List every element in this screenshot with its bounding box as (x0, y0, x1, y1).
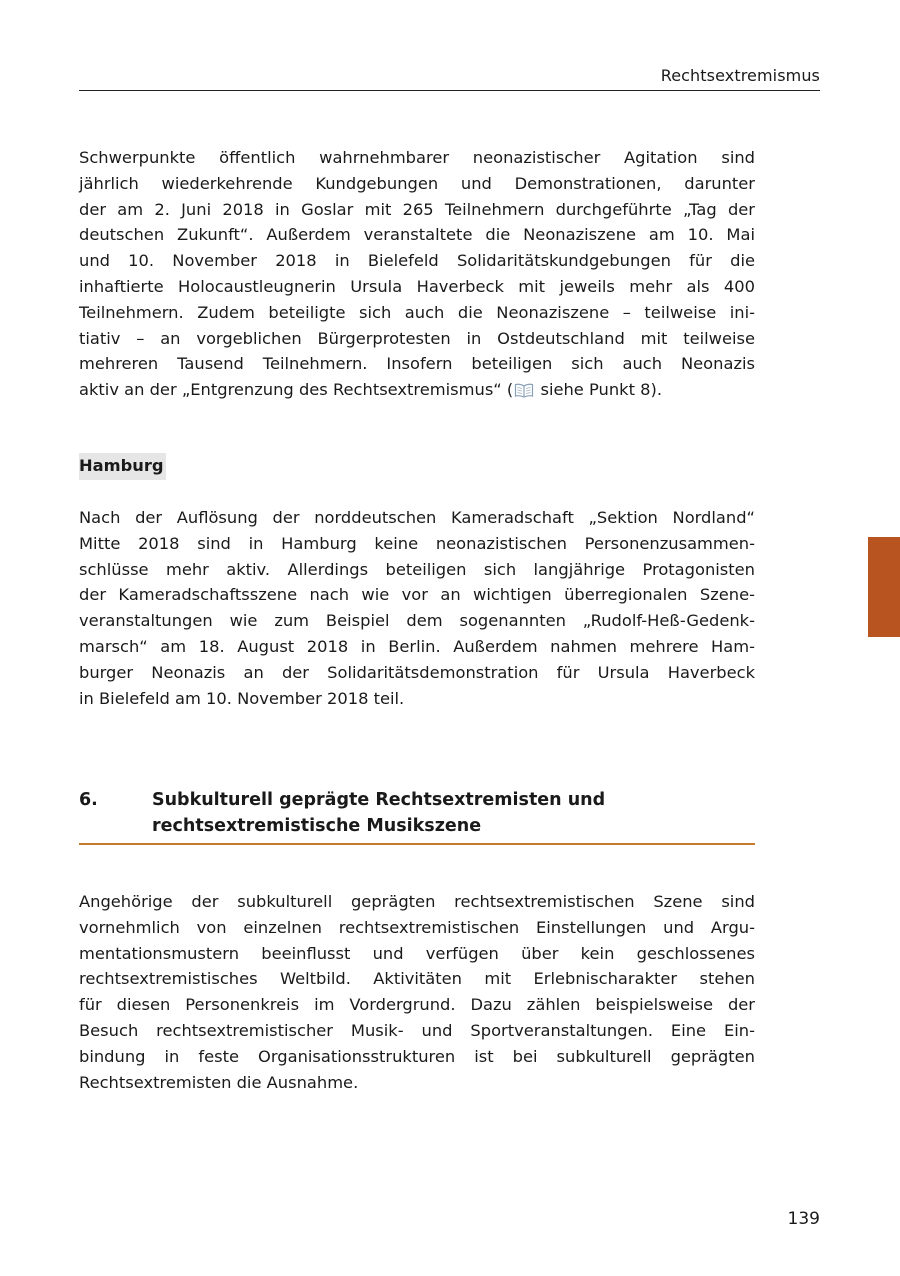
section-rule (79, 843, 755, 845)
hamburg-paragraph (79, 505, 755, 711)
text-line: burger Neonazis an der Solidaritätsdemonstration für Ursula Haverbeck (79, 662, 755, 682)
text-line: tiativ – an vorgeblichen Bürgerprotesten in Ostdeutschland mit teilweise (79, 328, 755, 348)
reference-text-after: siehe Punkt 8). (535, 380, 663, 400)
text-line: bindung in feste Organisationsstrukturen ist bei subkulturell geprägten (79, 1046, 755, 1066)
text-line: Nach der Auflösung der norddeutschen Kameradschaft „Sektion Nordland“ (79, 508, 755, 527)
text-line: Teilnehmern. Zudem beteiligte sich auch die Neonaziszene – teilweise ini- (79, 302, 755, 322)
section6-paragraph (79, 889, 755, 1095)
chapter-side-tab (868, 537, 900, 637)
text-line: und 10. November 2018 in Bielefeld Solidaritätskundgebungen für die (79, 251, 755, 271)
text-line: Angehörige der subkulturell geprägten rechtsextremistischen Szene sind (79, 892, 755, 911)
section-title-line: rechtsextremistische Musikszene (152, 816, 482, 836)
text-line: in Bielefeld am 10. November 2018 teil. (79, 688, 405, 708)
text-line: inhaftierte Holocaustleugnerin Ursula Haverbeck mit jeweils mehr als 400 (79, 276, 755, 296)
text-line: mehreren Tausend Teilnehmern. Insofern beteiligen sich auch Neonazis (79, 354, 755, 374)
text-line: der Kameradschaftsszene nach wie vor an wichtigen überregionalen Szene- (79, 585, 755, 605)
text-line: jährlich wiederkehrende Kundgebungen und Demonstrationen, darunter (79, 173, 755, 193)
text-line: vornehmlich von einzelnen rechtsextremistischen Einstellungen und Argu- (79, 917, 755, 937)
subheading-hamburg: Hamburg (79, 453, 166, 480)
text-line: Schwerpunkte öffentlich wahrnehmbarer neonazistischer Agitation sind (79, 148, 755, 167)
text-line: marsch“ am 18. August 2018 in Berlin. Außerdem nahmen mehrere Ham- (79, 636, 755, 656)
text-line: veranstaltungen wie zum Beispiel dem sogenannten „Rudolf-Heß-Gedenk- (79, 611, 755, 631)
text-line: deutschen Zukunft“. Außerdem veranstaltete die Neonaziszene am 10. Mai (79, 225, 755, 245)
text-line: für diesen Personenkreis im Vordergrund. Dazu zählen beispielsweise der (79, 995, 755, 1015)
page-number: 139 (787, 1209, 820, 1229)
text-line: mentationsmustern beeinflusst und verfügen über kein geschlossenes (79, 943, 755, 963)
text-line: Rechtsextremisten die Ausnahme. (79, 1072, 359, 1092)
text-line: rechtsextremistisches Weltbild. Aktivitäten mit Erlebnischarakter stehen (79, 969, 755, 989)
section-number: 6. (79, 790, 98, 810)
text-line-with-reference (79, 377, 755, 406)
text-line: der am 2. Juni 2018 in Goslar mit 265 Teilnehmern durchgeführte „Tag der (79, 199, 755, 219)
reference-text-before: aktiv an der „Entgrenzung des Rechtsextremismus“ ( (79, 380, 514, 400)
intro-paragraph (79, 145, 755, 406)
section-title-line: Subkulturell geprägte Rechtsextremisten und (152, 790, 606, 810)
text-line: Mitte 2018 sind in Hamburg keine neonazistischen Personenzusammen- (79, 533, 755, 553)
text-line: Besuch rechtsextremistischer Musik- und Sportveranstaltungen. Eine Ein- (79, 1020, 755, 1040)
header-rule (79, 90, 820, 91)
running-title: Rechtsextremismus (660, 66, 820, 85)
book-icon (514, 380, 534, 406)
section-title (152, 787, 752, 839)
text-line: schlüsse mehr aktiv. Allerdings beteiligen sich langjährige Protagonisten (79, 559, 755, 579)
